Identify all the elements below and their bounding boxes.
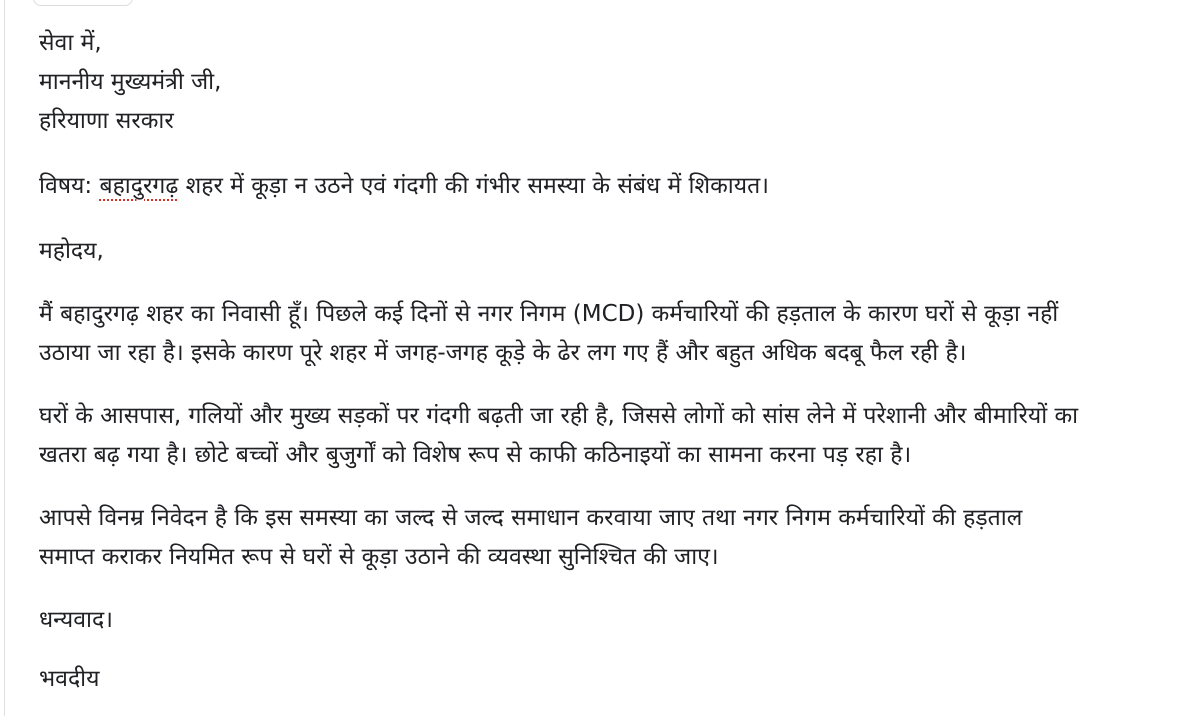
paragraph-line: उठाया जा रहा है। इसके कारण पूरे शहर में जगह-जगह कूड़े के ढेर लग गए हैं और बहुत अधिक बदबू फैल रही है। (39, 340, 967, 366)
subject-line (39, 167, 1189, 206)
paragraph-line: समाप्त कराकर नियमित रूप से घरों से कूड़ा उठाने की व्यवस्था सुनिश्चित की जाए। (39, 544, 719, 570)
subject-text: शहर में कूड़ा न उठने एवं गंदगी की गंभीर समस्या के संबंध में शिकायत। (178, 173, 769, 199)
thanks-text: धन्यवाद। (39, 607, 113, 633)
letter-text-area[interactable] (39, 24, 1189, 699)
compose-body-frame[interactable] (4, 0, 1200, 716)
paragraph-line: खतरा बढ़ गया है। छोटे बच्चों और बुजुर्गों को विशेष रूप से काफी कठिनाइयों का सामना करना पड़ रहा है। (39, 442, 912, 468)
address-line: माननीय मुख्यमंत्री जी, (39, 69, 222, 95)
body-paragraph-3 (39, 499, 1189, 577)
signoff-text: भवदीय (39, 666, 100, 692)
salutation-text: महोदय, (39, 238, 104, 264)
salutation (39, 232, 1189, 271)
body-paragraph-1 (39, 295, 1189, 373)
paragraph-line: मैं बहादुरगढ़ शहर का निवासी हूँ। पिछले कई दिनों से नगर निगम (MCD) कर्मचारियों की हड़ताल के कारण घरों से कूड़ा नहीं (39, 301, 1059, 327)
thanks-line (39, 601, 1189, 640)
subject-prefix: विषय: (39, 173, 100, 199)
recipient-address (39, 24, 1189, 141)
address-line: सेवा में, (39, 30, 102, 56)
body-paragraph-2 (39, 397, 1189, 475)
spellcheck-flagged-word[interactable]: बहादुरगढ़ (99, 173, 179, 199)
signoff-line (39, 660, 1189, 699)
address-line: हरियाणा सरकार (39, 108, 174, 134)
top-chip (33, 0, 133, 6)
paragraph-line: आपसे विनम्र निवेदन है कि इस समस्या का जल्द से जल्द समाधान करवाया जाए तथा नगर निगम कर्मचारियों की हड़ताल (39, 505, 1023, 531)
paragraph-line: घरों के आसपास, गलियों और मुख्य सड़कों पर गंदगी बढ़ती जा रही है, जिससे लोगों को सांस लेने में परेशानी और बीमारियों का (39, 403, 1079, 429)
